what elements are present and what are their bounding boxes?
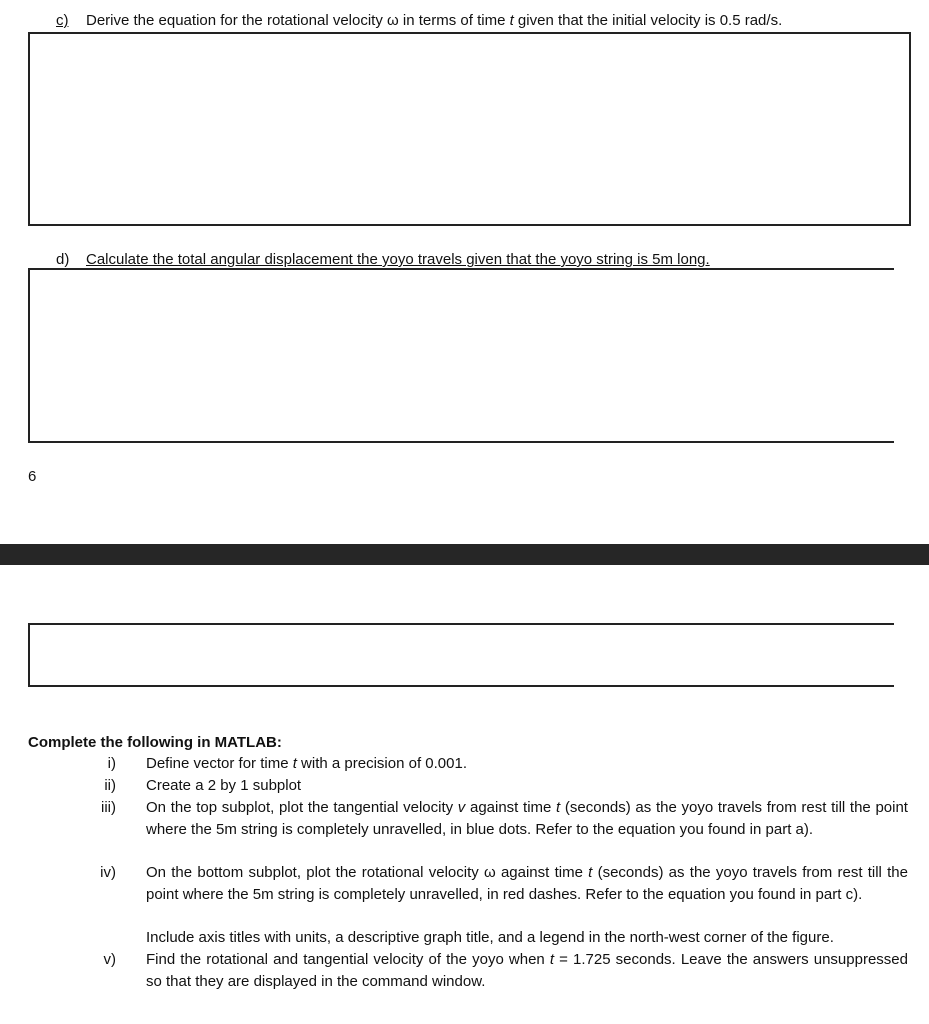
task-text-v-2: = 1.725 seconds. Leave the answers unsuppressed so that they are displayed in the command window. — [146, 951, 908, 990]
page-break-band — [0, 544, 929, 565]
task-num-iii: iii) — [101, 799, 116, 816]
task-text-i-2: with a precision of 0.001. — [296, 755, 467, 772]
task-text-iv — [146, 862, 908, 905]
page-number: 6 — [28, 468, 37, 485]
time-variable: t — [509, 12, 514, 29]
question-d-label: d) — [56, 251, 70, 268]
omega-symbol: ω — [387, 12, 399, 29]
task-text-v — [146, 949, 908, 992]
question-c-label: c) — [56, 12, 69, 29]
task-text-v-t: t — [549, 951, 555, 968]
task-text-i-t: t — [292, 755, 297, 772]
question-c-heading — [56, 11, 782, 31]
task-text-ii: Create a 2 by 1 subplot — [146, 777, 302, 794]
question-d-underlined — [56, 251, 710, 268]
task-num-i: i) — [107, 755, 116, 772]
task-text-iv-extra: Include axis titles with units, a descriptive graph title, and a legend in the north-west corner of the figure. — [146, 929, 834, 946]
answer-box-d[interactable] — [28, 268, 894, 443]
task-text-iii-3: (seconds) as the yoyo travels from rest till the point where the 5m string is completely unravelled, in blue dots. Refer to the equation you found in part a). — [146, 799, 908, 838]
question-d-text: Calculate the total angular displacement the yoyo travels given that the yoyo string is 5m long. — [86, 251, 710, 268]
question-c-text-2: in terms of time — [398, 12, 510, 29]
question-c-text-1: Derive the equation for the rotational velocity — [86, 12, 388, 29]
task-num-v: v) — [103, 951, 116, 968]
task-text-i — [146, 753, 908, 775]
task-text-iii-2: against time — [465, 799, 557, 816]
task-text-iii — [146, 797, 908, 840]
task-text-iii-v: v — [457, 799, 466, 816]
question-c-text-3: given that the initial velocity is 0.5 rad/s. — [513, 12, 783, 29]
task-text-iv-1: On the bottom subplot, plot the rotational velocity ω against time — [146, 864, 589, 881]
matlab-heading: Complete the following in MATLAB: — [28, 734, 282, 751]
task-text-iv-t: t — [588, 864, 593, 881]
task-num-ii: ii) — [104, 777, 116, 794]
answer-box-continuation[interactable] — [28, 623, 894, 687]
answer-box-c[interactable] — [28, 32, 911, 226]
task-text-i-1: Define vector for time — [146, 755, 293, 772]
task-num-iv: iv) — [100, 864, 116, 881]
matlab-task-list — [0, 753, 929, 1003]
question-d-heading — [56, 250, 710, 270]
task-text-iii-t: t — [556, 799, 561, 816]
task-text-v-1: Find the rotational and tangential velocity of the yoyo when — [146, 951, 550, 968]
task-text-iv-2: (seconds) as the yoyo travels from rest till the point where the 5m string is completely unravelled, in red dashes. Refer to the equation you found in part c). — [146, 864, 908, 903]
task-text-iii-1: On the top subplot, plot the tangential velocity — [146, 799, 458, 816]
